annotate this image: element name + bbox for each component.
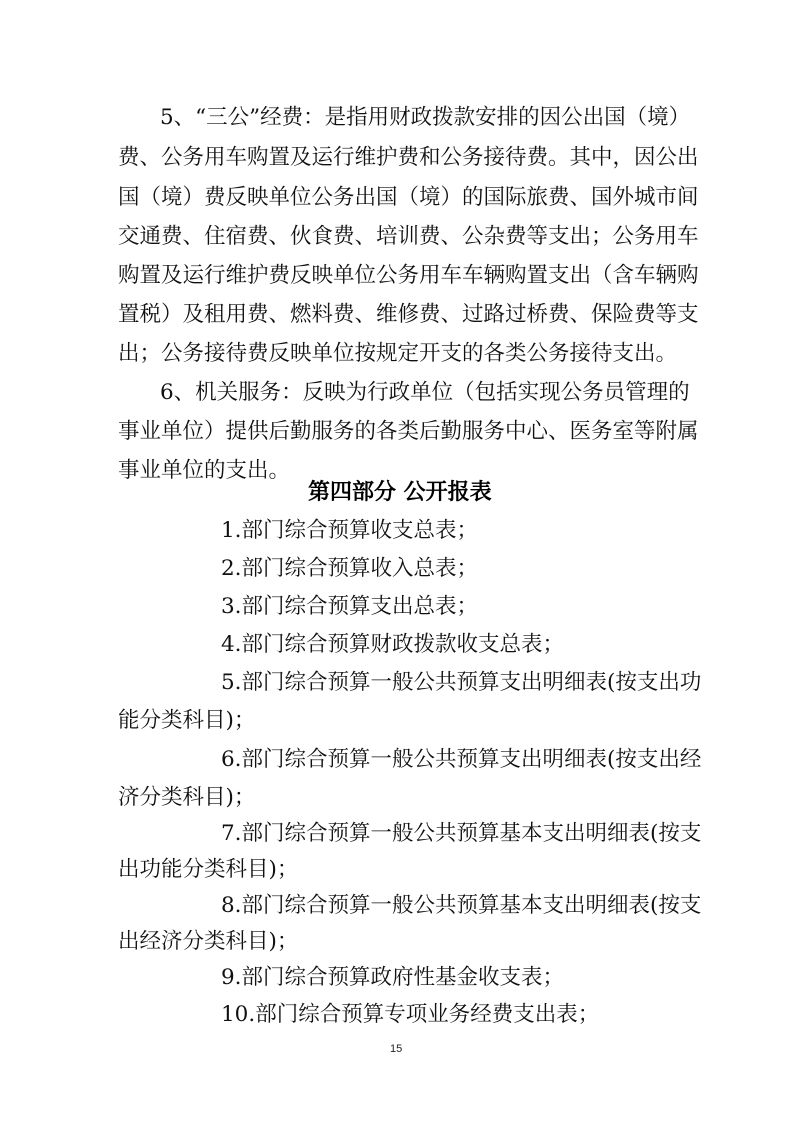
- text-line: 出；公务接待费反映单位按规定开支的各类公务接待支出。: [118, 341, 678, 366]
- list-item-text: 2.部门综合预算收入总表；: [221, 556, 479, 581]
- text-line: 国（境）费反映单位公务出国（境）的国际旅费、国外城市间: [118, 185, 699, 210]
- text-line: 交通费、住宿费、伙食费、培训费、公杂费等支出；公务用车: [118, 224, 699, 249]
- section-title: 第四部分 公开报表: [308, 480, 492, 505]
- list-item-text: 能分类科目)；: [118, 708, 256, 733]
- list-item-text: 1.部门综合预算收支总表；: [221, 518, 479, 543]
- text-line: 6、机关服务：反映为行政单位（包括实现公务员管理的: [160, 380, 690, 405]
- text-line: 置税）及租用费、燃料费、维修费、过路过桥费、保险费等支: [118, 302, 699, 327]
- list-item-text: 7.部门综合预算一般公共预算基本支出明细表(按支: [221, 821, 702, 846]
- list-item-text: 8.部门综合预算一般公共预算基本支出明细表(按支: [221, 893, 702, 918]
- list-item-text: 5.部门综合预算一般公共预算支出明细表(按支出功: [221, 670, 702, 695]
- list-item-text: 4.部门综合预算财政拨款收支总表；: [221, 632, 565, 657]
- list-item-text: 济分类科目)；: [118, 785, 256, 810]
- list-item-text: 出功能分类科目)；: [118, 857, 299, 882]
- text-line: 5、“三公”经费：是指用财政拨款安排的因公出国（境）: [160, 105, 691, 130]
- text-line: 事业单位的支出。: [118, 458, 291, 483]
- list-item-text: 出经济分类科目)；: [118, 929, 299, 954]
- list-item-text: 10.部门综合预算专项业务经费支出表；: [221, 1002, 600, 1027]
- list-item-text: 3.部门综合预算支出总表；: [221, 594, 479, 619]
- page-number: 15: [390, 1043, 403, 1055]
- list-item-text: 9.部门综合预算政府性基金收支表；: [221, 965, 565, 990]
- text-line: 购置及运行维护费反映单位公务用车车辆购置支出（含车辆购: [118, 263, 699, 288]
- list-item-text: 6.部门综合预算一般公共预算支出明细表(按支出经: [221, 747, 702, 772]
- text-line: 费、公务用车购置及运行维护费和公务接待费。其中，因公出: [118, 145, 699, 170]
- text-line: 事业单位）提供后勤服务的各类后勤服务中心、医务室等附属: [118, 419, 699, 444]
